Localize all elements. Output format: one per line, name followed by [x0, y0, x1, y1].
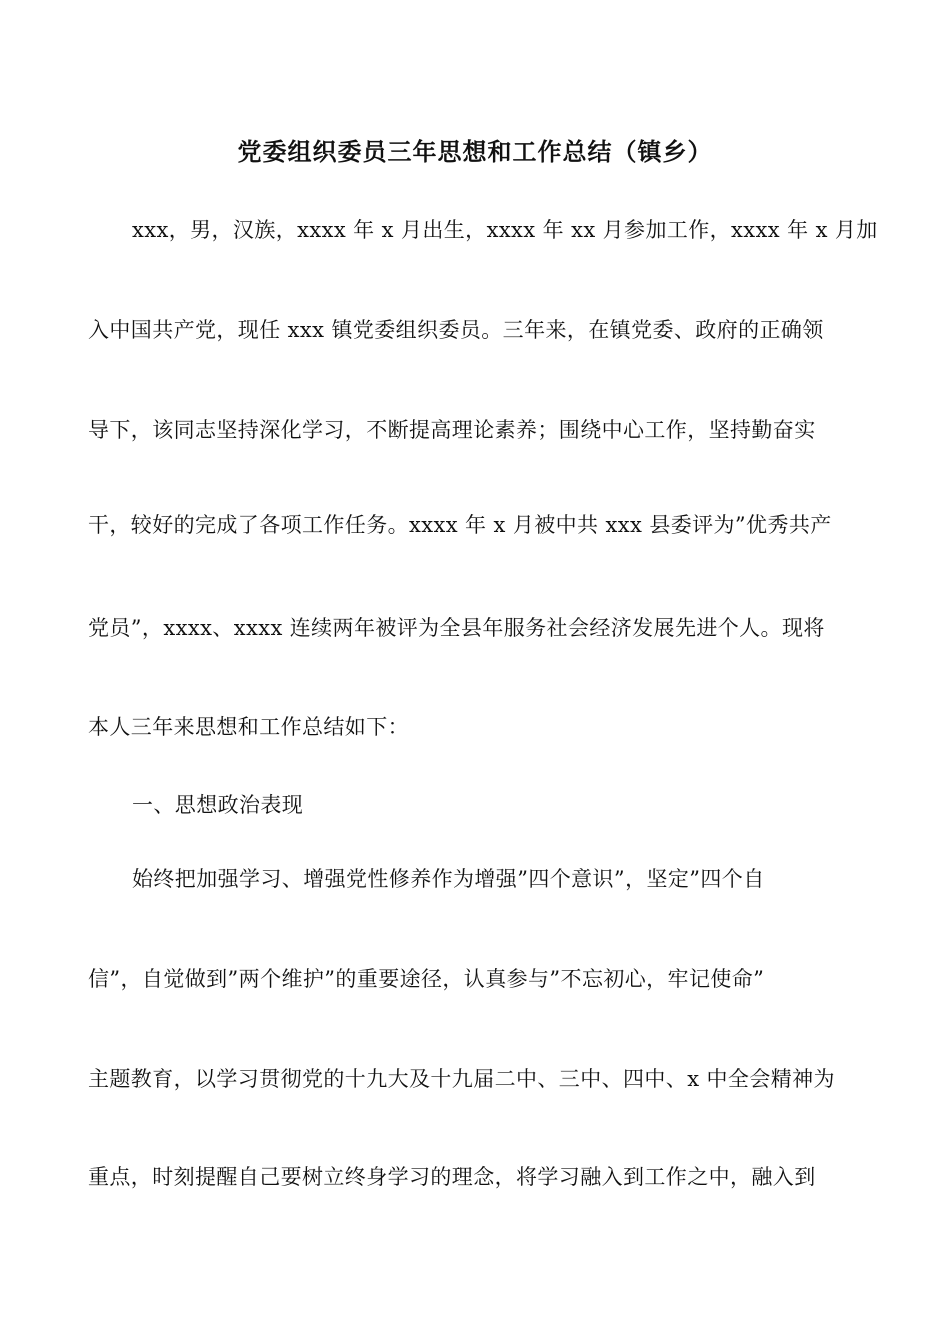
paragraph-1-line-5: 党员”，xxxx、xxxx 连续两年被评为全县年服务社会经济发展先进个人。现将: [88, 616, 825, 640]
section-1-heading: 一、思想政治表现: [132, 793, 304, 817]
paragraph-1-line-1: xxx，男，汉族，xxxx 年 x 月出生，xxxx 年 xx 月参加工作，xxxx 年 x 月加: [132, 218, 878, 242]
paragraph-1-line-4: 干，较好的完成了各项工作任务。xxxx 年 x 月被中共 xxx 县委评为”优秀共产: [88, 513, 832, 537]
paragraph-1-line-2: 入中国共产党，现任 xxx 镇党委组织委员。三年来，在镇党委、政府的正确领: [88, 318, 824, 342]
paragraph-1-line-3: 导下，该同志坚持深化学习，不断提高理论素养；围绕中心工作，坚持勤奋实: [88, 418, 816, 442]
paragraph-2-line-2: 信”，自觉做到”两个维护”的重要途径，认真参与”不忘初心，牢记使命”: [88, 967, 765, 991]
paragraph-1-line-6: 本人三年来思想和工作总结如下：: [88, 715, 409, 739]
paragraph-2-line-1: 始终把加强学习、增强党性修养作为增强”四个意识”，坚定”四个自: [132, 867, 765, 891]
document-title: 党委组织委员三年思想和工作总结（镇乡）: [237, 137, 713, 166]
paragraph-2-line-3: 主题教育，以学习贯彻党的十九大及十九届二中、三中、四中、x 中全会精神为: [88, 1067, 835, 1091]
paragraph-2-line-4: 重点，时刻提醒自己要树立终身学习的理念，将学习融入到工作之中，融入到: [88, 1165, 816, 1189]
